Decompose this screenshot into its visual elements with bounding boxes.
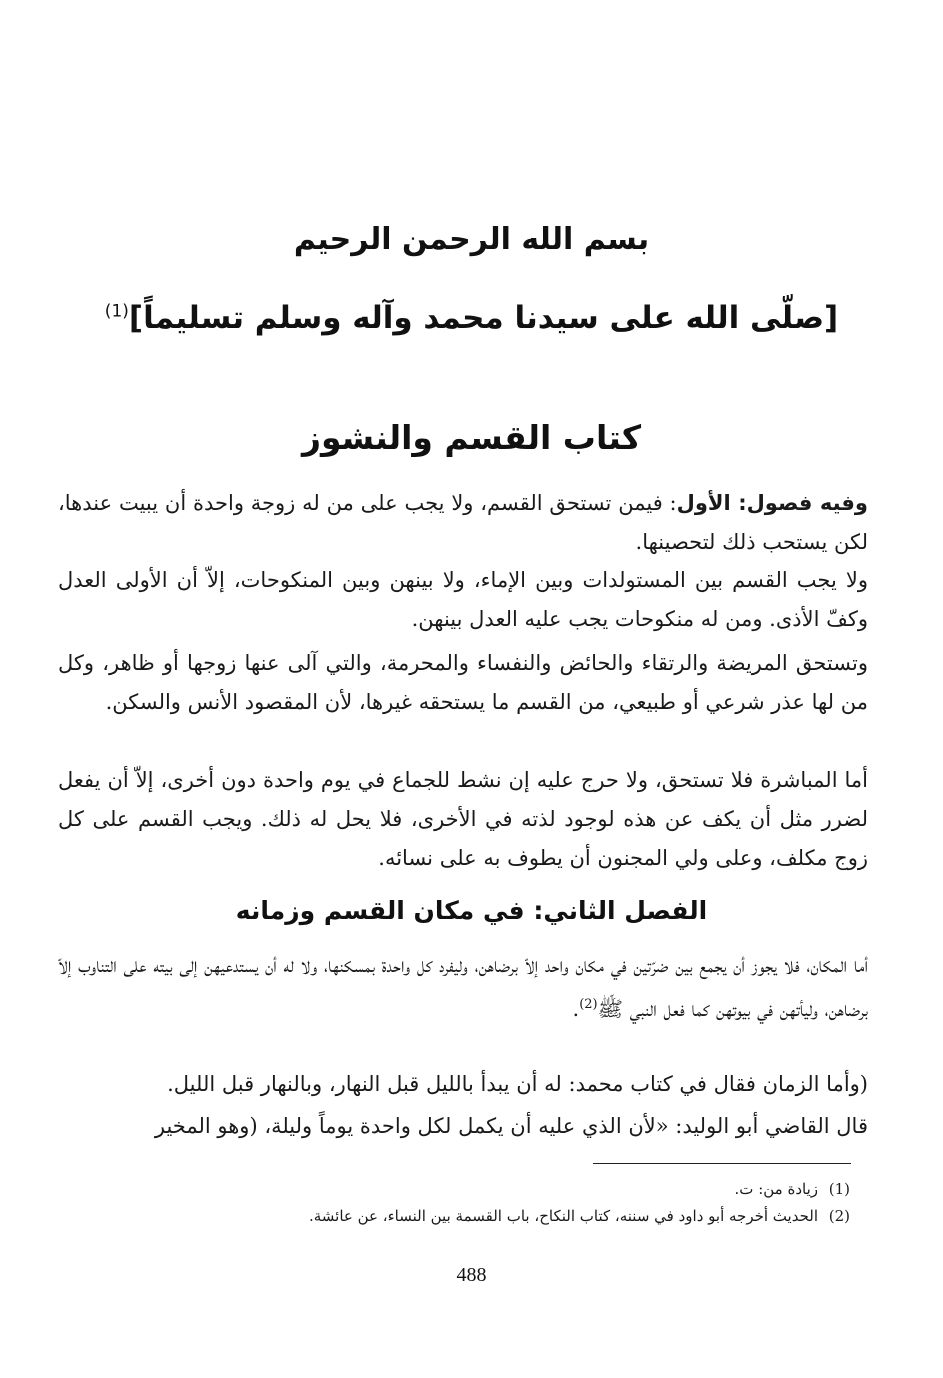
paragraph-4: [58, 761, 868, 878]
paragraph-1: [58, 484, 868, 562]
footnotes: [60, 1176, 850, 1230]
footnote-ref-1: (1): [104, 301, 129, 322]
paragraph-6: [58, 1065, 868, 1104]
paragraph-2: [58, 561, 868, 639]
paragraph-6-text: (وأما الزمان فقال في كتاب محمد: له أن يبدأ بالليل قبل النهار، وبالنهار قبل الليل.: [167, 1072, 868, 1096]
page-number: 488: [456, 1264, 487, 1286]
book-title: كتاب القسم والنشوز: [301, 418, 642, 457]
paragraph-7-text: قال القاضي أبو الوليد: «لأن الذي عليه أن يكمل لكل واحدة يوماً وليلة، (وهو المخير: [154, 1114, 868, 1138]
paragraph-1-lead: وفيه فصول: الأول: [676, 491, 868, 515]
paragraph-4-text: أما المباشرة فلا تستحق، ولا حرج عليه إن نشط للجماع في يوم واحدة دون أخرى، إلاّ أن يفعل لضرر مثل أن يكف عن هذه لوجود لذته في الأخرى، فلا يحل له ذلك. ويجب القسم على كل زوج مكلف، وعلى ولي المجنون أن يطوف به على نسائه.: [58, 768, 868, 870]
footnote-1-text: زيادة من: ت.: [734, 1180, 818, 1198]
salawat-heading: [0, 300, 943, 336]
paragraph-2-text: ولا يجب القسم بين المستولدات وبين الإماء، ولا بينهن وبين المنكوحات، إلاّ أن الأولى العدل وكفّ الأذى. ومن له منكوحات يجب عليه العدل بينهن.: [58, 568, 868, 631]
footnote-2-number: (2): [828, 1207, 850, 1225]
paragraph-3-text: وتستحق المريضة والرتقاء والحائض والنفساء والمحرمة، والتي آلى عنها زوجها أو ظاهر، وكل من لها عذر شرعي أو طبيعي، من القسم ما يستحقه غيرها، لأن المقصود الأنس والسكن.: [58, 651, 868, 714]
paragraph-5-text: أما المكان، فلا يجوز أن يجمع بين ضرّتين في مكان واحد إلاّ برضاهن، وليفرد كل واحدة بمسكنها، ولا له أن يستدعيهن إلى بيته على التناوب إلاّ برضاهن، وليأتهن في بيوتهن كما فعل النبي ﷺ: [58, 953, 868, 1021]
salawat-text: [صلّى الله على سيدنا محمد وآله وسلم تسليماً]: [128, 300, 839, 336]
footnote-2: [60, 1203, 850, 1230]
footnote-divider: [593, 1163, 851, 1164]
basmala-heading: بسم الله الرحمن الرحيم: [293, 222, 650, 257]
footnote-2-text: الحديث أخرجه أبو داود في سننه، كتاب النكاح، باب القسمة بين النساء، عن عائشة.: [308, 1207, 818, 1225]
footnote-ref-2: (2): [579, 997, 598, 1012]
paragraph-1-text: : فيمن تستحق القسم، ولا يجب على من له زوجة واحدة أن يبيت عندها، لكن يستحب ذلك لتحصينها.: [58, 491, 868, 554]
section-heading: الفصل الثاني: في مكان القسم وزمانه: [235, 896, 708, 925]
paragraph-7: [58, 1107, 868, 1146]
paragraph-5: [58, 946, 868, 1029]
footnote-1-number: (1): [828, 1180, 850, 1198]
paragraph-5-end: .: [572, 997, 580, 1021]
footnote-1: [60, 1176, 850, 1203]
paragraph-3: [58, 644, 868, 722]
